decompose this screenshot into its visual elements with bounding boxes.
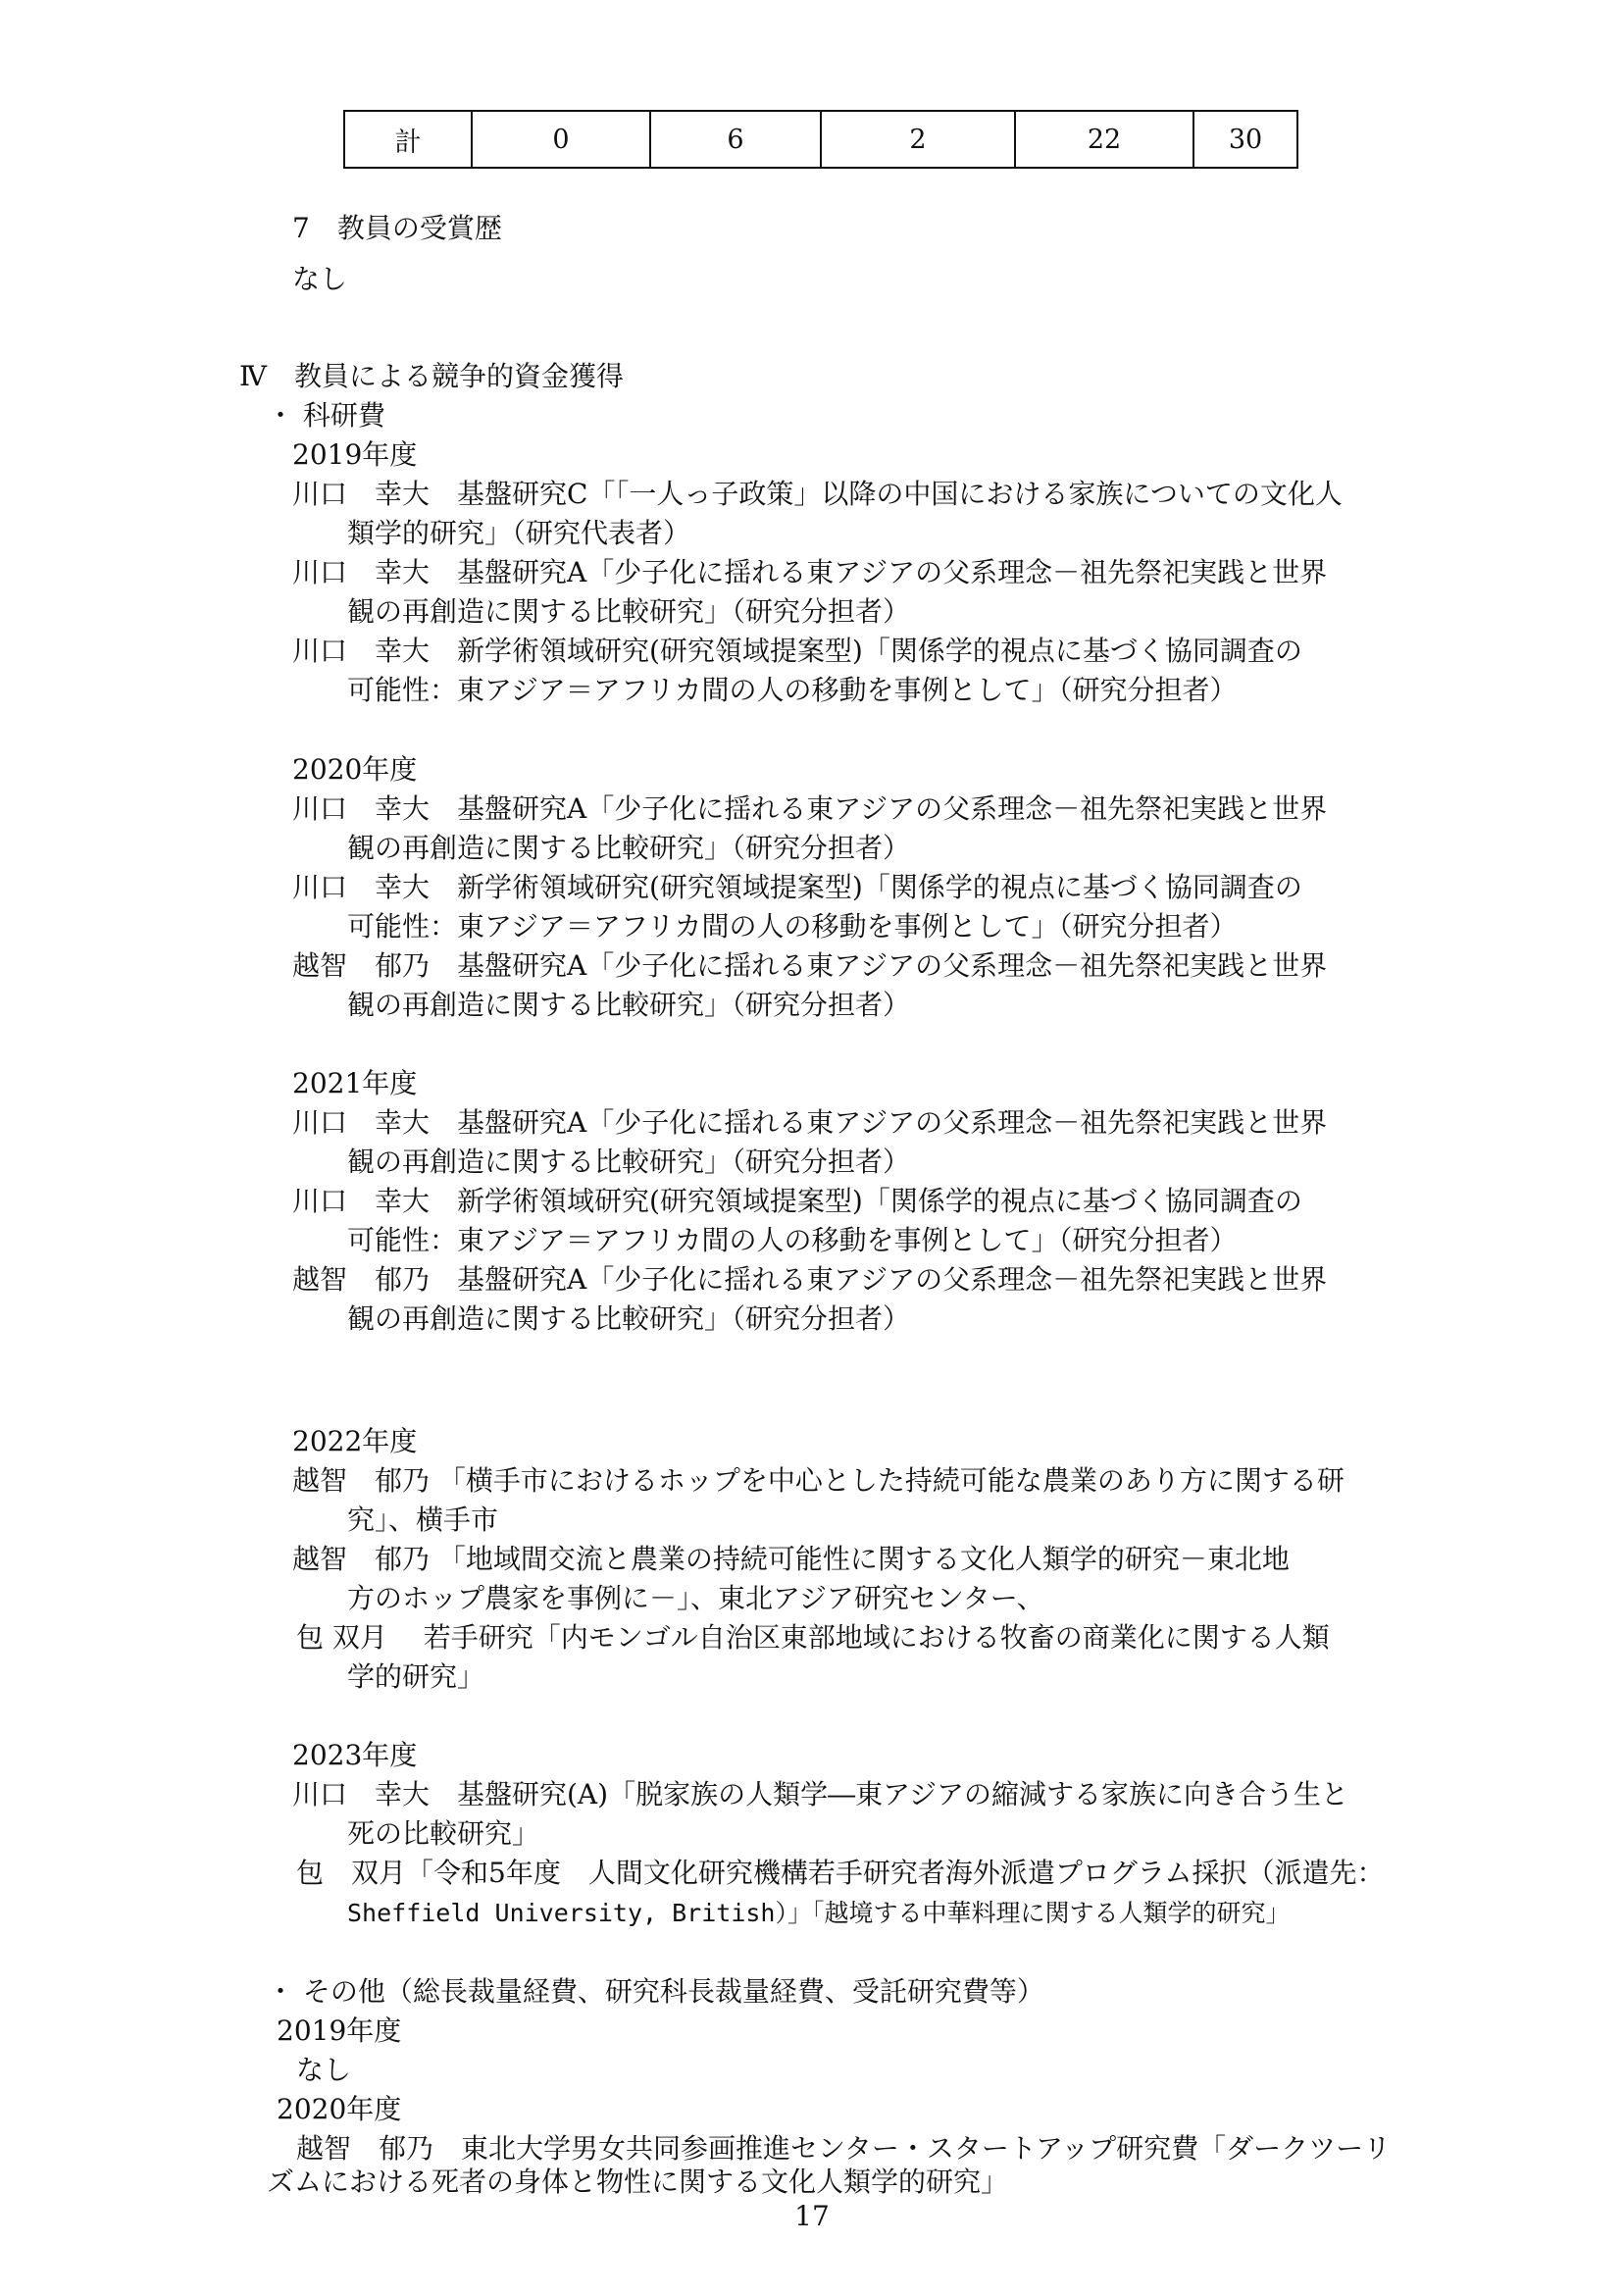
grant-line: 川口 幸大 基盤研究A「少子化に揺れる東アジアの父系理念－祖先祭祀実践と世界 bbox=[292, 1106, 1328, 1139]
grant-line: 観の再創造に関する比較研究」（研究分担者） bbox=[347, 989, 911, 1021]
grant-line: Sheffield University, British）」「越境する中華料理に関する人類学的研究」 bbox=[347, 1899, 1291, 1927]
grant-line: 川口 幸大 新学術領域研究(研究領域提案型)「関係学的視点に基づく協同調査の bbox=[292, 635, 1302, 667]
page-number: 17 bbox=[794, 2200, 830, 2232]
total-table bbox=[343, 110, 1298, 169]
section7-body: なし bbox=[292, 263, 348, 295]
grant-line: 観の再創造に関する比較研究」（研究分担者） bbox=[347, 1146, 911, 1178]
grant-line: ズムにおける死者の身体と物性に関する文化人類学的研究」 bbox=[267, 2166, 1009, 2198]
grant-line: 観の再創造に関する比較研究」（研究分担者） bbox=[347, 832, 911, 864]
year-label: 2020年度 bbox=[277, 2093, 402, 2125]
grant-line: 類学的研究」（研究代表者） bbox=[347, 517, 691, 549]
grant-line: 可能性：東アジア＝アフリカ間の人の移動を事例として」（研究分担者） bbox=[347, 910, 1238, 943]
year-label: 2019年度 bbox=[277, 2014, 402, 2047]
grant-line: 川口 幸大 基盤研究C「「一人っ子政策」以降の中国における家族についての文化人 bbox=[292, 478, 1343, 510]
year-label: 2019年度 bbox=[292, 438, 418, 471]
grant-line: 川口 幸大 基盤研究(A)「脱家族の人類学―東アジアの縮減する家族に向き合う生と bbox=[292, 1778, 1348, 1810]
grant-line: 可能性：東アジア＝アフリカ間の人の移動を事例として」（研究分担者） bbox=[347, 674, 1238, 706]
grant-line: 越智 郁乃 東北大学男女共同参画推進センター・スタートアップ研究費「ダークツーリ bbox=[296, 2132, 1392, 2165]
table-cell: 22 bbox=[1015, 111, 1193, 168]
grant-line: 越智 郁乃 「横手市におけるホップを中心とした持続可能な農業のあり方に関する研 bbox=[292, 1464, 1345, 1497]
table-cell: 6 bbox=[650, 111, 821, 168]
grant-line: 究」、横手市 bbox=[347, 1504, 499, 1536]
grant-line: 観の再創造に関する比較研究」（研究分担者） bbox=[347, 595, 911, 628]
table-cell: 0 bbox=[472, 111, 650, 168]
other-heading: ・ その他（総長裁量経費、研究科長裁量経費、受託研究費等） bbox=[267, 1975, 1044, 2008]
table-cell: 30 bbox=[1193, 111, 1297, 168]
grant-line: 包 双月 若手研究「内モンゴル自治区東部地域における牧畜の商業化に関する人類 bbox=[296, 1621, 1330, 1654]
section4-title: Ⅳ 教員による競争的資金獲得 bbox=[239, 360, 624, 392]
year-label: 2020年度 bbox=[292, 753, 418, 786]
grant-line: 可能性：東アジア＝アフリカ間の人の移動を事例として」（研究分担者） bbox=[347, 1224, 1238, 1256]
section7-title: 7 教員の受賞歴 bbox=[292, 212, 502, 244]
grant-line: 死の比較研究」 bbox=[347, 1817, 540, 1850]
grant-line: 学的研究」 bbox=[347, 1660, 485, 1693]
table-cell-label: 計 bbox=[344, 111, 472, 168]
grant-line: 川口 幸大 基盤研究A「少子化に揺れる東アジアの父系理念－祖先祭祀実践と世界 bbox=[292, 792, 1328, 825]
table-row bbox=[344, 111, 1297, 168]
other-body: なし bbox=[296, 2054, 352, 2086]
table-cell: 2 bbox=[821, 111, 1015, 168]
year-label: 2021年度 bbox=[292, 1067, 418, 1099]
grant-line: 方のホップ農家を事例に－」、東北アジア研究センター、 bbox=[347, 1582, 1044, 1614]
grant-line: 川口 幸大 基盤研究A「少子化に揺れる東アジアの父系理念－祖先祭祀実践と世界 bbox=[292, 556, 1328, 588]
year-label: 2022年度 bbox=[292, 1425, 418, 1457]
grant-line: 越智 郁乃 基盤研究A「少子化に揺れる東アジアの父系理念－祖先祭祀実践と世界 bbox=[292, 1263, 1328, 1296]
grant-line: 越智 郁乃 基盤研究A「少子化に揺れる東アジアの父系理念－祖先祭祀実践と世界 bbox=[292, 949, 1328, 982]
year-label: 2023年度 bbox=[292, 1739, 418, 1771]
grant-line: 川口 幸大 新学術領域研究(研究領域提案型)「関係学的視点に基づく協同調査の bbox=[292, 1185, 1302, 1217]
grant-line: 包 双月「令和5年度 人間文化研究機構若手研究者海外派遣プログラム採択（派遣先： bbox=[296, 1857, 1385, 1889]
grant-line: 川口 幸大 新学術領域研究(研究領域提案型)「関係学的視点に基づく協同調査の bbox=[292, 871, 1302, 903]
grant-line: 越智 郁乃 「地域間交流と農業の持続可能性に関する文化人類学的研究－東北地 bbox=[292, 1543, 1290, 1575]
kaken-heading: ・ 科研費 bbox=[267, 399, 385, 432]
grant-line: 観の再創造に関する比較研究」（研究分担者） bbox=[347, 1302, 911, 1335]
